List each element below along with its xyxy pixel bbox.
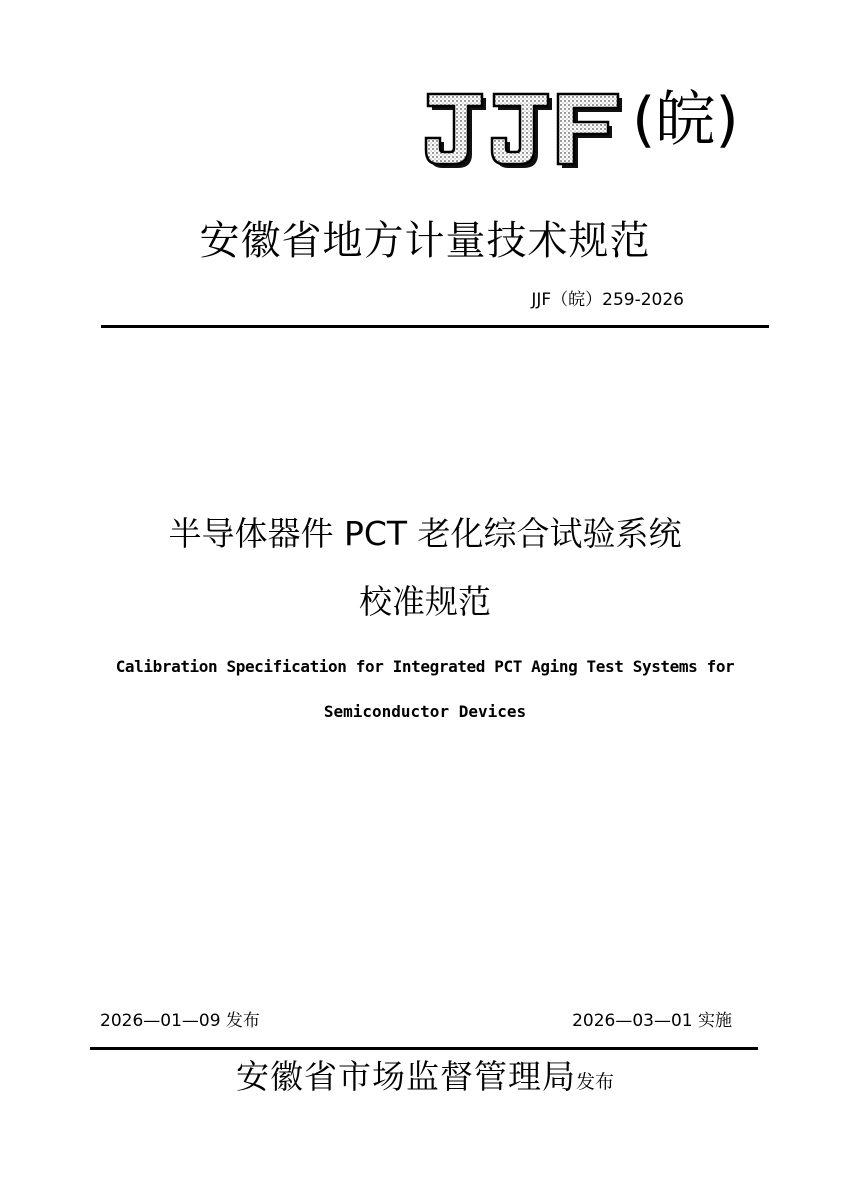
issuer-name: 安徽省市场监督管理局 bbox=[235, 1057, 576, 1096]
title-en-line1: Calibration Specification for Integrated PCT Aging Test Systems for bbox=[115, 657, 735, 676]
top-divider bbox=[101, 325, 769, 328]
title-zh-line1: 半导体器件 PCT 老化综合试验系统 bbox=[168, 514, 682, 553]
title-en-line2: Semiconductor Devices bbox=[323, 702, 527, 721]
issuer-line bbox=[0, 1052, 850, 1107]
jjf-logo bbox=[420, 84, 628, 170]
document-number: JJF（皖）259-2026 bbox=[531, 290, 684, 310]
logo-province-suffix: (皖) bbox=[632, 85, 739, 155]
issue-date: 2026—01—09 发布 bbox=[100, 1011, 260, 1031]
title-zh-line2: 校准规范 bbox=[359, 582, 491, 621]
effective-date: 2026—03—01 实施 bbox=[572, 1011, 732, 1031]
bottom-divider bbox=[90, 1047, 758, 1050]
document-type-heading: 安徽省地方计量技术规范 bbox=[199, 218, 651, 264]
issuer-suffix: 发布 bbox=[575, 1071, 614, 1093]
